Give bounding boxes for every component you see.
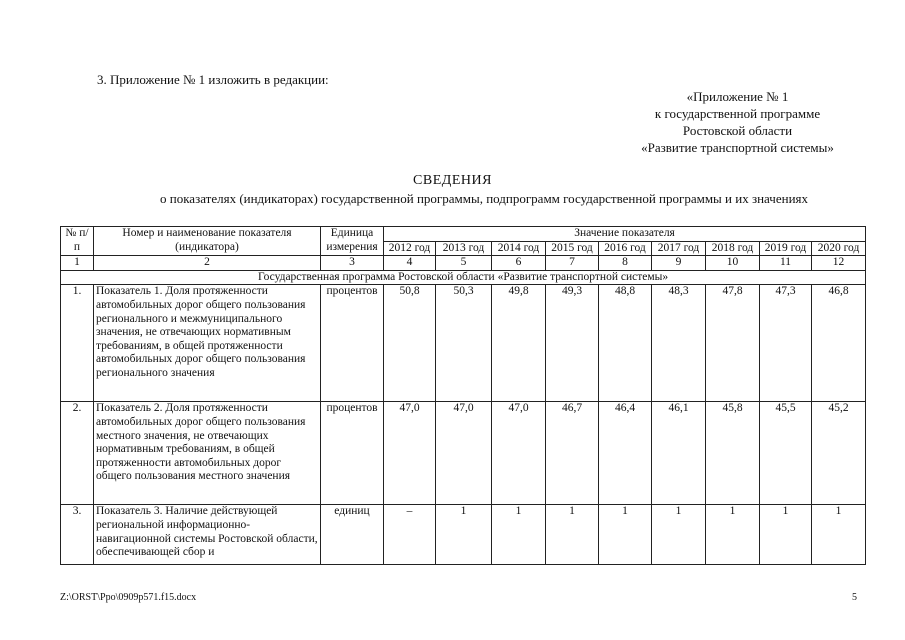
annex-line: «Развитие транспортной системы» [641,140,834,155]
header-year: 2013 год [436,241,492,256]
column-number: 3 [321,256,384,271]
row-value: 45,8 [706,402,760,505]
row-num: 1. [61,285,94,402]
header-year: 2019 год [760,241,812,256]
column-number: 9 [652,256,706,271]
header-value-group: Значение показателя [384,227,866,242]
row-value: 1 [760,505,812,565]
column-number-row [61,256,866,271]
column-number: 7 [546,256,599,271]
row-value: 49,3 [546,285,599,402]
row-value: 47,0 [436,402,492,505]
row-value: 45,2 [812,402,866,505]
row-value: 46,7 [546,402,599,505]
row-num: 2. [61,402,94,505]
row-name: Показатель 1. Доля протяженности автомобильных дорог общего пользования регионального и межмуниципального значения, не отвечающих нормативным требованиям, в общей протяженности автомобильных дорог общего пользования регионального значения [94,285,321,402]
column-number: 5 [436,256,492,271]
document-subtitle: о показателях (индикаторах) государственной программы, подпрограмм государственной программы и их значениях [159,191,809,206]
row-unit: процентов [321,402,384,505]
page-number: 5 [852,592,857,603]
row-value: 46,8 [812,285,866,402]
header-year: 2020 год [812,241,866,256]
intro-text: 3. Приложение № 1 изложить в редакции: [97,72,329,87]
row-value: 47,3 [760,285,812,402]
row-unit: единиц [321,505,384,565]
row-value: 1 [599,505,652,565]
row-value: 1 [652,505,706,565]
column-number: 12 [812,256,866,271]
header-year: 2016 год [599,241,652,256]
row-value: 1 [436,505,492,565]
row-value: 47,0 [384,402,436,505]
document-title: СВЕДЕНИЯ [413,173,492,188]
column-number: 11 [760,256,812,271]
column-number: 6 [492,256,546,271]
row-name: Показатель 2. Доля протяженности автомобильных дорог общего пользования местного значения, не отвечающих нормативным требованиям, в общей протяженности автомобильных дорог общего пользования местного значения [94,402,321,505]
column-number: 1 [61,256,94,271]
row-value: 45,5 [760,402,812,505]
indicators-table [60,226,866,565]
row-value: 1 [812,505,866,565]
header-unit: Единица измерения [321,227,384,256]
header-year: 2015 год [546,241,599,256]
row-num: 3. [61,505,94,565]
row-value: 46,1 [652,402,706,505]
row-value: 47,0 [492,402,546,505]
row-value: 1 [706,505,760,565]
row-value: 1 [492,505,546,565]
table-row [61,505,866,565]
header-num: № п/п [61,227,94,256]
row-value: 50,3 [436,285,492,402]
header-year: 2012 год [384,241,436,256]
header-year: 2018 год [706,241,760,256]
header-year: 2014 год [492,241,546,256]
column-number: 4 [384,256,436,271]
file-path: Z:\ORST\Ppo\0909p571.f15.docx [60,592,197,603]
annex-line: к государственной программе [654,106,821,121]
annex-line: Ростовской области [682,123,793,138]
row-value: 46,4 [599,402,652,505]
table-row [61,402,866,505]
row-value: 48,8 [599,285,652,402]
annex-heading [600,88,875,156]
row-name: Показатель 3. Наличие действующей региональной информационно-навигационной системы Ростовской области, обеспечивающей сбор и [94,505,321,565]
header-name: Номер и наименование показателя (индикатора) [94,227,321,256]
annex-line: «Приложение № 1 [686,89,789,104]
row-value: 49,8 [492,285,546,402]
table-row [61,285,866,402]
row-value: – [384,505,436,565]
row-unit: процентов [321,285,384,402]
row-value: 50,8 [384,285,436,402]
column-number: 2 [94,256,321,271]
row-value: 47,8 [706,285,760,402]
program-title-row [61,270,866,285]
row-value: 48,3 [652,285,706,402]
header-year: 2017 год [652,241,706,256]
column-number: 10 [706,256,760,271]
program-title: Государственная программа Ростовской области «Развитие транспортной системы» [61,270,866,285]
row-value: 1 [546,505,599,565]
column-number: 8 [599,256,652,271]
